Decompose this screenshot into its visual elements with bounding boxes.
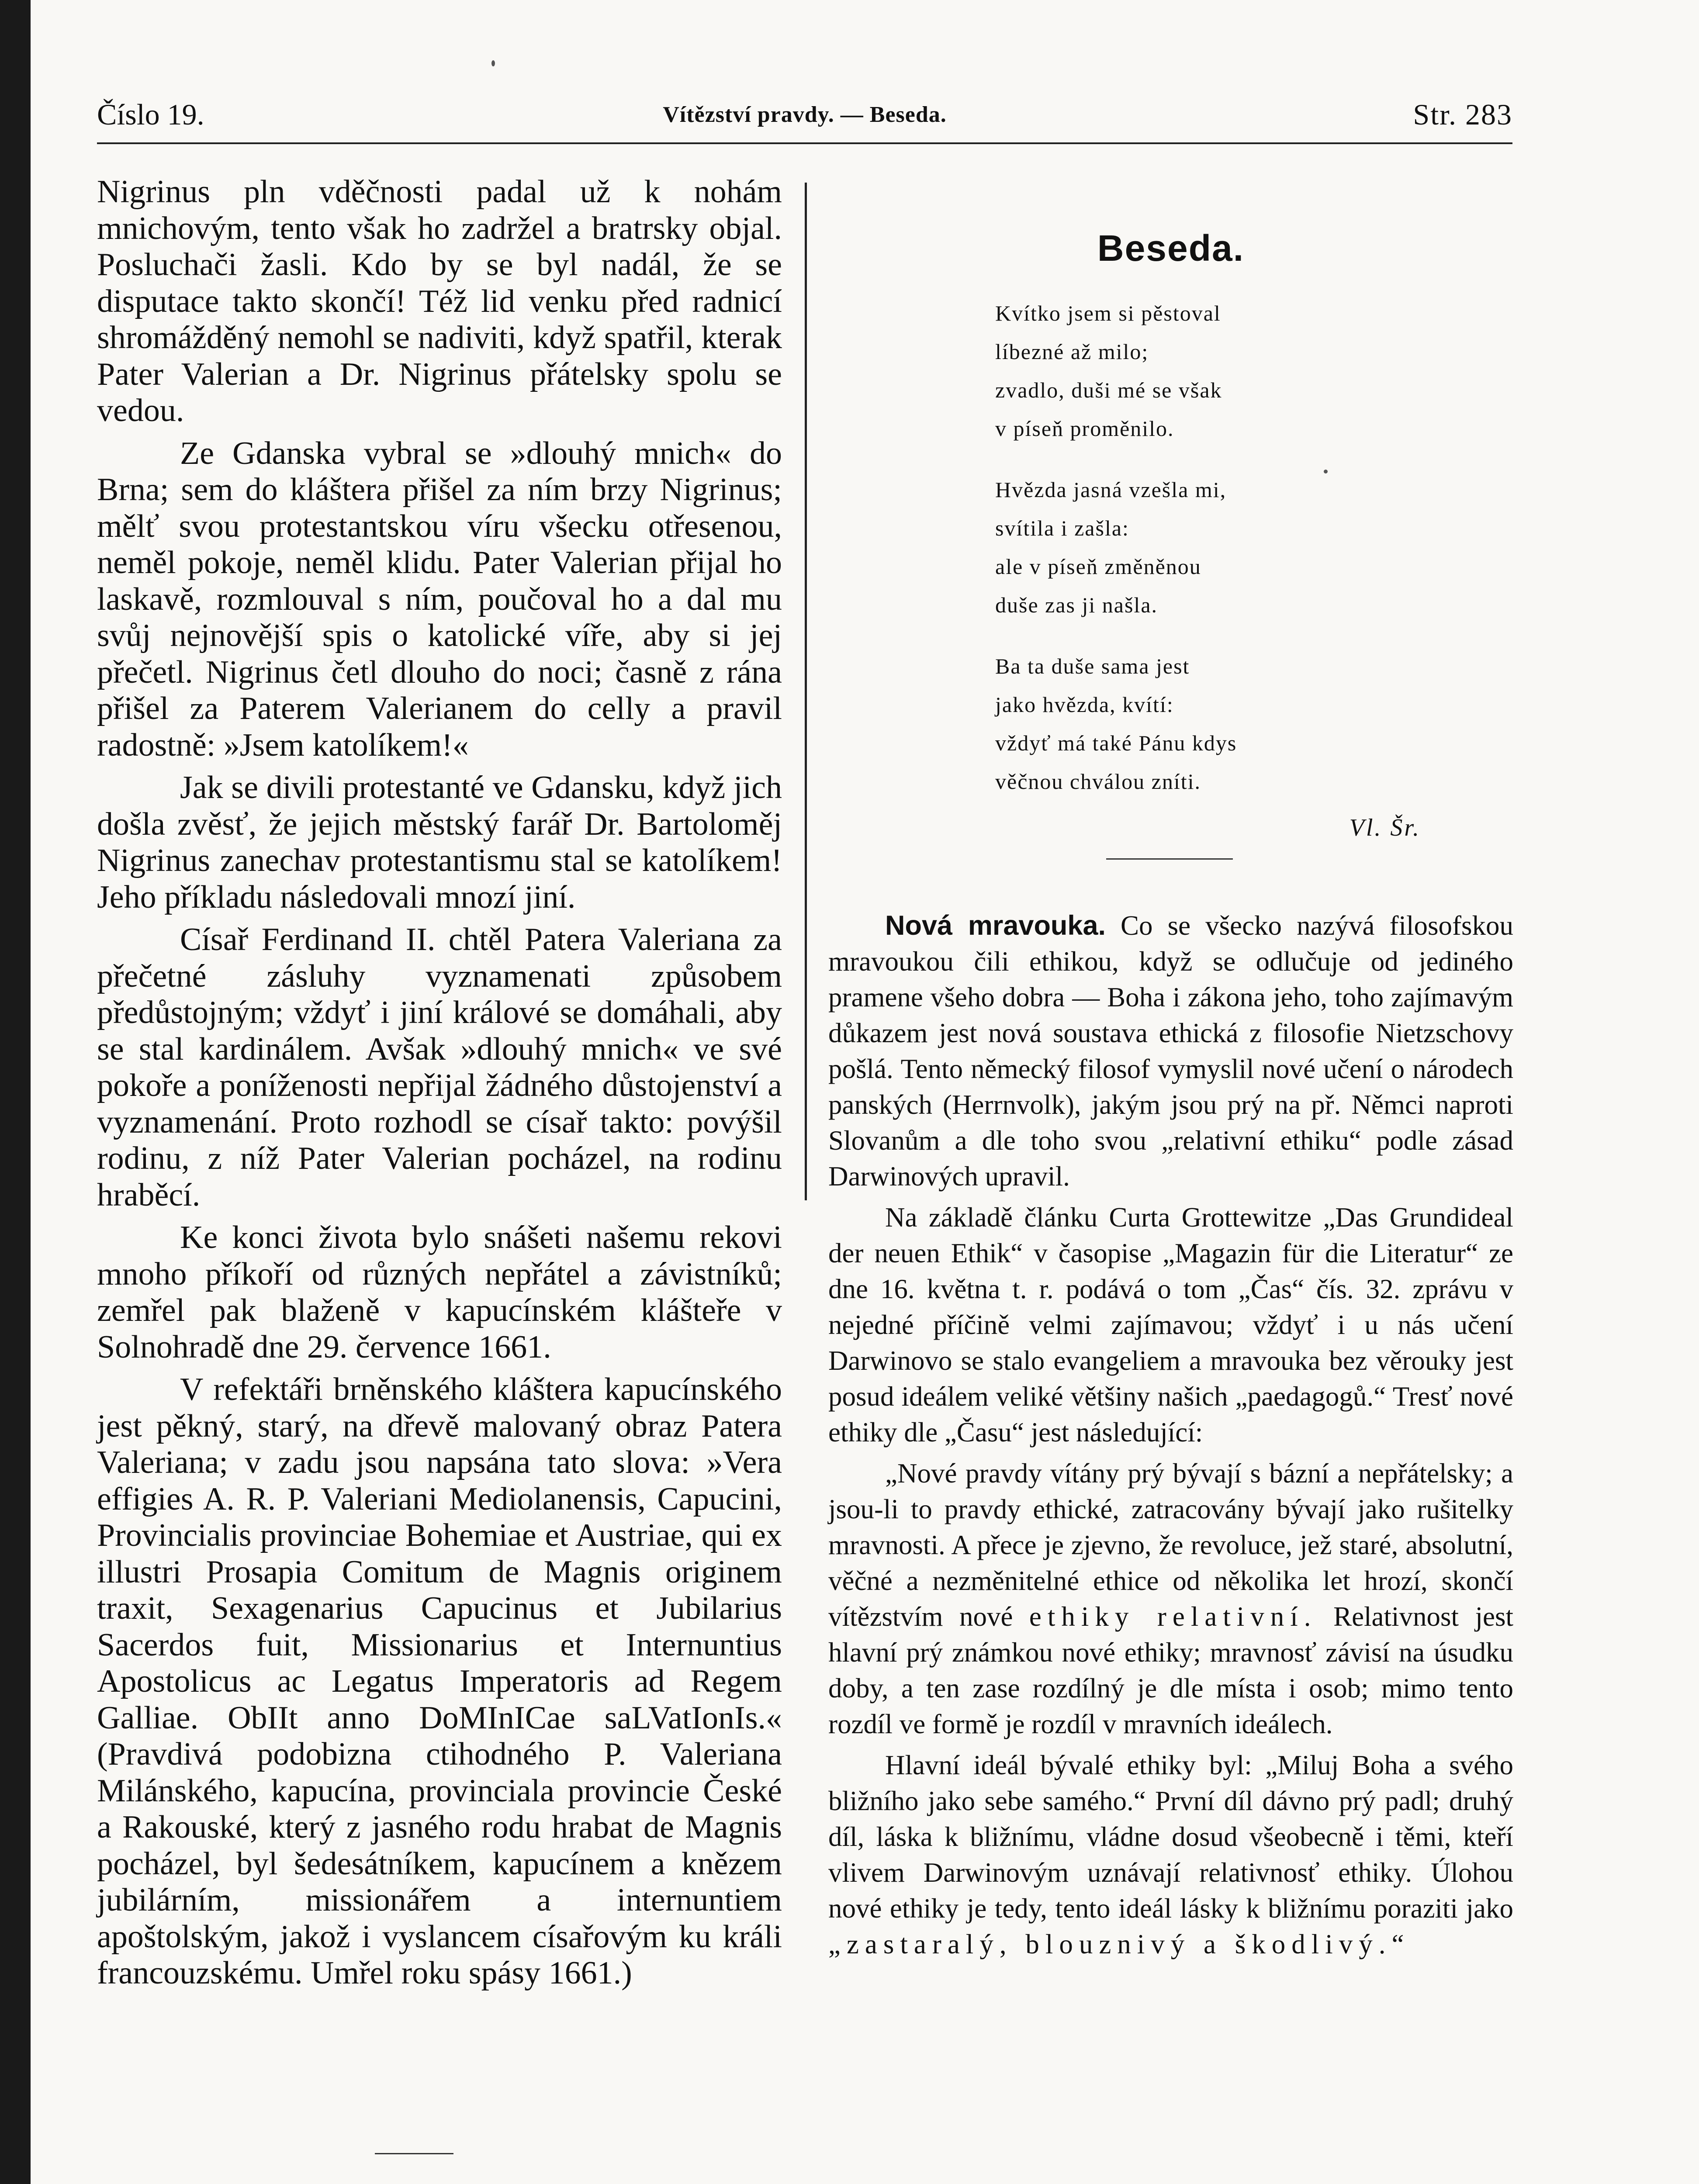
paragraph — [828, 1455, 1513, 1742]
paragraph: Ke konci života bylo snášeti našemu rekovi mnoho příkoří od různých nepřátel a závistníků; zemřel pak blaženě v kapucínském klášteře v Solnohradě dne 29. července 1661. — [97, 1220, 782, 1365]
paragraph: V refektáři brněnského kláštera kapucínského jest pěkný, starý, na dřevě malovaný obraz Patera Valeriana; v zadu jsou napsána tato slova: »Vera effigies A. R. P. Valeriani Mediolanensis, Capucini, Provincialis provinciae Bohemiae et Austriae, qui ex illustri Prosapia Comitum de Magnis originem traxit, Sexagenarius Capucinus et Jubilarius Sacerdos fuit, Missionarius et Internuntius Apostolicus ac Legatus Imperatoris ad Regem Galliae. ObIIt anno DoMInICae saLVatIonIs.« (Pravdivá podobizna ctihodného P. Valeriana Milánského, kapucína, provinciala provincie České a Rakouské, který z jasného rodu hrabat de Magnis pocházel, byl šedesátníkem, kapucínem a knězem jubilárním, missionářem a internuntiem apoštolským, jakož i vyslancem císařovým ku králi francouzskému. Umřel roku spásy 1661.) — [97, 1372, 782, 1991]
poem-line: líbezné až milo; — [995, 339, 1149, 364]
issue-number: Číslo 19. — [97, 98, 204, 131]
paragraph — [828, 1747, 1513, 1962]
paragraph-text: „Nové pravdy vítány prý bývají s bázní a nepřátelsky; a jsou-li to pravdy ethické, zatracovány bývají jako rušitelky mravnosti. A přece je zjevno, že revoluce, jež staré, absolutní, věčné a nezměnitelné ethice od několika let hrozí, skončí vítězstvím nové — [828, 1458, 1513, 1632]
left-column — [97, 174, 782, 1998]
poem-line: vždyť má také Pánu kdys — [995, 731, 1237, 755]
section-end-rule — [375, 2153, 453, 2154]
page-number: Str. 283 — [1413, 98, 1512, 131]
poem-line: jako hvězda, kvítí: — [995, 692, 1174, 717]
paragraph: Císař Ferdinand II. chtěl Patera Valeriana za přečetné zásluhy vyznamenati způsobem předůstojným; vždyť i jiní králové se domáhali, aby se stal kardinálem. Avšak »dlouhý mnich« ve své pokoře a poníženosti nepřijal žádného důstojenství a vyznamenání. Proto rozhodl se císař takto: povýšil rodinu, z níž Pater Valerian pocházel, na rodinu hraběcí. — [97, 922, 782, 1213]
poem-stanza — [995, 647, 1513, 801]
article-heading: Nová mravouka. — [885, 910, 1106, 941]
beseda-section — [828, 227, 1513, 860]
poem-stanza — [995, 294, 1513, 448]
paragraph-text: Relativnost jest hlavní prý známkou nové ethiky; mravnosť závisí na úsudku doby, a ten zase rozdílný je dle místa i osob; mimo tento rozdíl ve formě je rozdíl v mravních ideálech. — [828, 1601, 1514, 1739]
poem — [995, 294, 1513, 801]
paragraph-text: Hlavní ideál bývalé ethiky byl: „Miluj Boha a svého bližního jako sebe samého.“ První díl dávno prý padl; druhý díl, láska k bližnímu, vládne dosud všeobecně i těmi, kteří vlivem Darwinovým uznávají relativnosť ethiky. Úlohou nové ethiky je tedy, tento ideál lásky k bližnímu poraziti jako — [828, 1750, 1513, 1924]
poem-line: zvadlo, duši mé se však — [995, 378, 1222, 402]
article-nova-mravouka — [828, 908, 1513, 1967]
poem-stanza — [995, 470, 1513, 624]
poem-line: ale v píseň změněnou — [995, 554, 1201, 579]
scan-speck — [1324, 470, 1328, 473]
emphasis-text: „zastaralý, blouznivý a škodlivý.“ — [828, 1929, 1410, 1959]
poem-line: Ba ta duše sama jest — [995, 654, 1190, 678]
scan-border — [0, 0, 31, 2184]
running-title: Vítězství pravdy. — Beseda. — [663, 102, 947, 127]
poem-line: duše zas ji našla. — [995, 593, 1158, 617]
column-divider — [805, 183, 807, 1200]
emphasis-text: ethiky relativní. — [1029, 1601, 1317, 1632]
paragraph: Jak se divili protestanté ve Gdansku, když jich došla zvěsť, že jejich městský farář Dr. Bartoloměj Nigrinus zanechav protestantismu stal se katolíkem! Jeho příkladu následovali mnozí jiní. — [97, 770, 782, 915]
paragraph: Ze Gdanska vybral se »dlouhý mnich« do Brna; sem do kláštera přišel za ním brzy Nigrinus; mělť svou protestantskou víru všecku otřesenou, neměl pokoje, neměl klidu. Pater Valerian přijal ho laskavě, rozmlouval s ním, poučoval ho a dal mu svůj nejnovější spis o katolické víře, aby si jej přečetl. Nigrinus četl dlouho do noci; časně z rána přišel za Paterem Valerianem do celly a pravil radostně: »Jsem katolíkem!« — [97, 435, 782, 763]
poem-line: v píseň proměnilo. — [995, 416, 1174, 441]
section-rule — [1106, 858, 1233, 860]
paragraph-text: Co se všecko nazývá filosofskou mravoukou čili ethikou, když se odlučuje od jediného pramene všeho dobra — Boha i zákona jeho, toho zajímavým důkazem jest nová soustava ethická z filosofie Nietzschovy pošlá. Tento německý filosof vymyslil nové učení o národech panských (Herrnvolk), jakým jsou prý na př. Němci naproti Slovanům a dle toho svou „relativní ethiku“ podle zásad Darwinových upravil. — [828, 910, 1513, 1192]
scan-speck — [491, 60, 495, 66]
poem-line: věčnou chválou zníti. — [995, 769, 1201, 794]
header-rule — [97, 142, 1512, 144]
paragraph: Nigrinus pln vděčnosti padal už k nohám mnichovým, tento však ho zadržel a bratrsky objal. Posluchači žasli. Kdo by se byl nadál, že se disputace takto skončí! Též lid venku před radnicí shromážděný nemohl se nadiviti, když spatřil, kterak Pater Valerian a Dr. Nigrinus přátelsky spolu se vedou. — [97, 174, 782, 429]
paragraph: Na základě článku Curta Grottewitze „Das Grundideal der neuen Ethik“ v časopise „Magazin für die Literatur“ ze dne 16. května t. r. podává o tom „Čas“ čís. 32. zprávu v nejedné příčině velmi zajímavou; vždyť i u nás učení Darwinovo se stalo evangeliem a mravouka bez věrouky jest posud ideálem veliké většiny našich „paedagogů.“ Tresť nové ethiky dle „Času“ jest následující: — [828, 1202, 1513, 1448]
poem-signature: Vl. Šr. — [1349, 814, 1421, 841]
section-title: Beseda. — [1097, 228, 1245, 269]
poem-line: Kvítko jsem si pěstoval — [995, 301, 1221, 325]
poem-line: Hvězda jasná vzešla mi, — [995, 477, 1227, 502]
poem-line: svítila i zašla: — [995, 516, 1129, 540]
paragraph — [828, 908, 1513, 1194]
running-header — [97, 94, 1512, 142]
